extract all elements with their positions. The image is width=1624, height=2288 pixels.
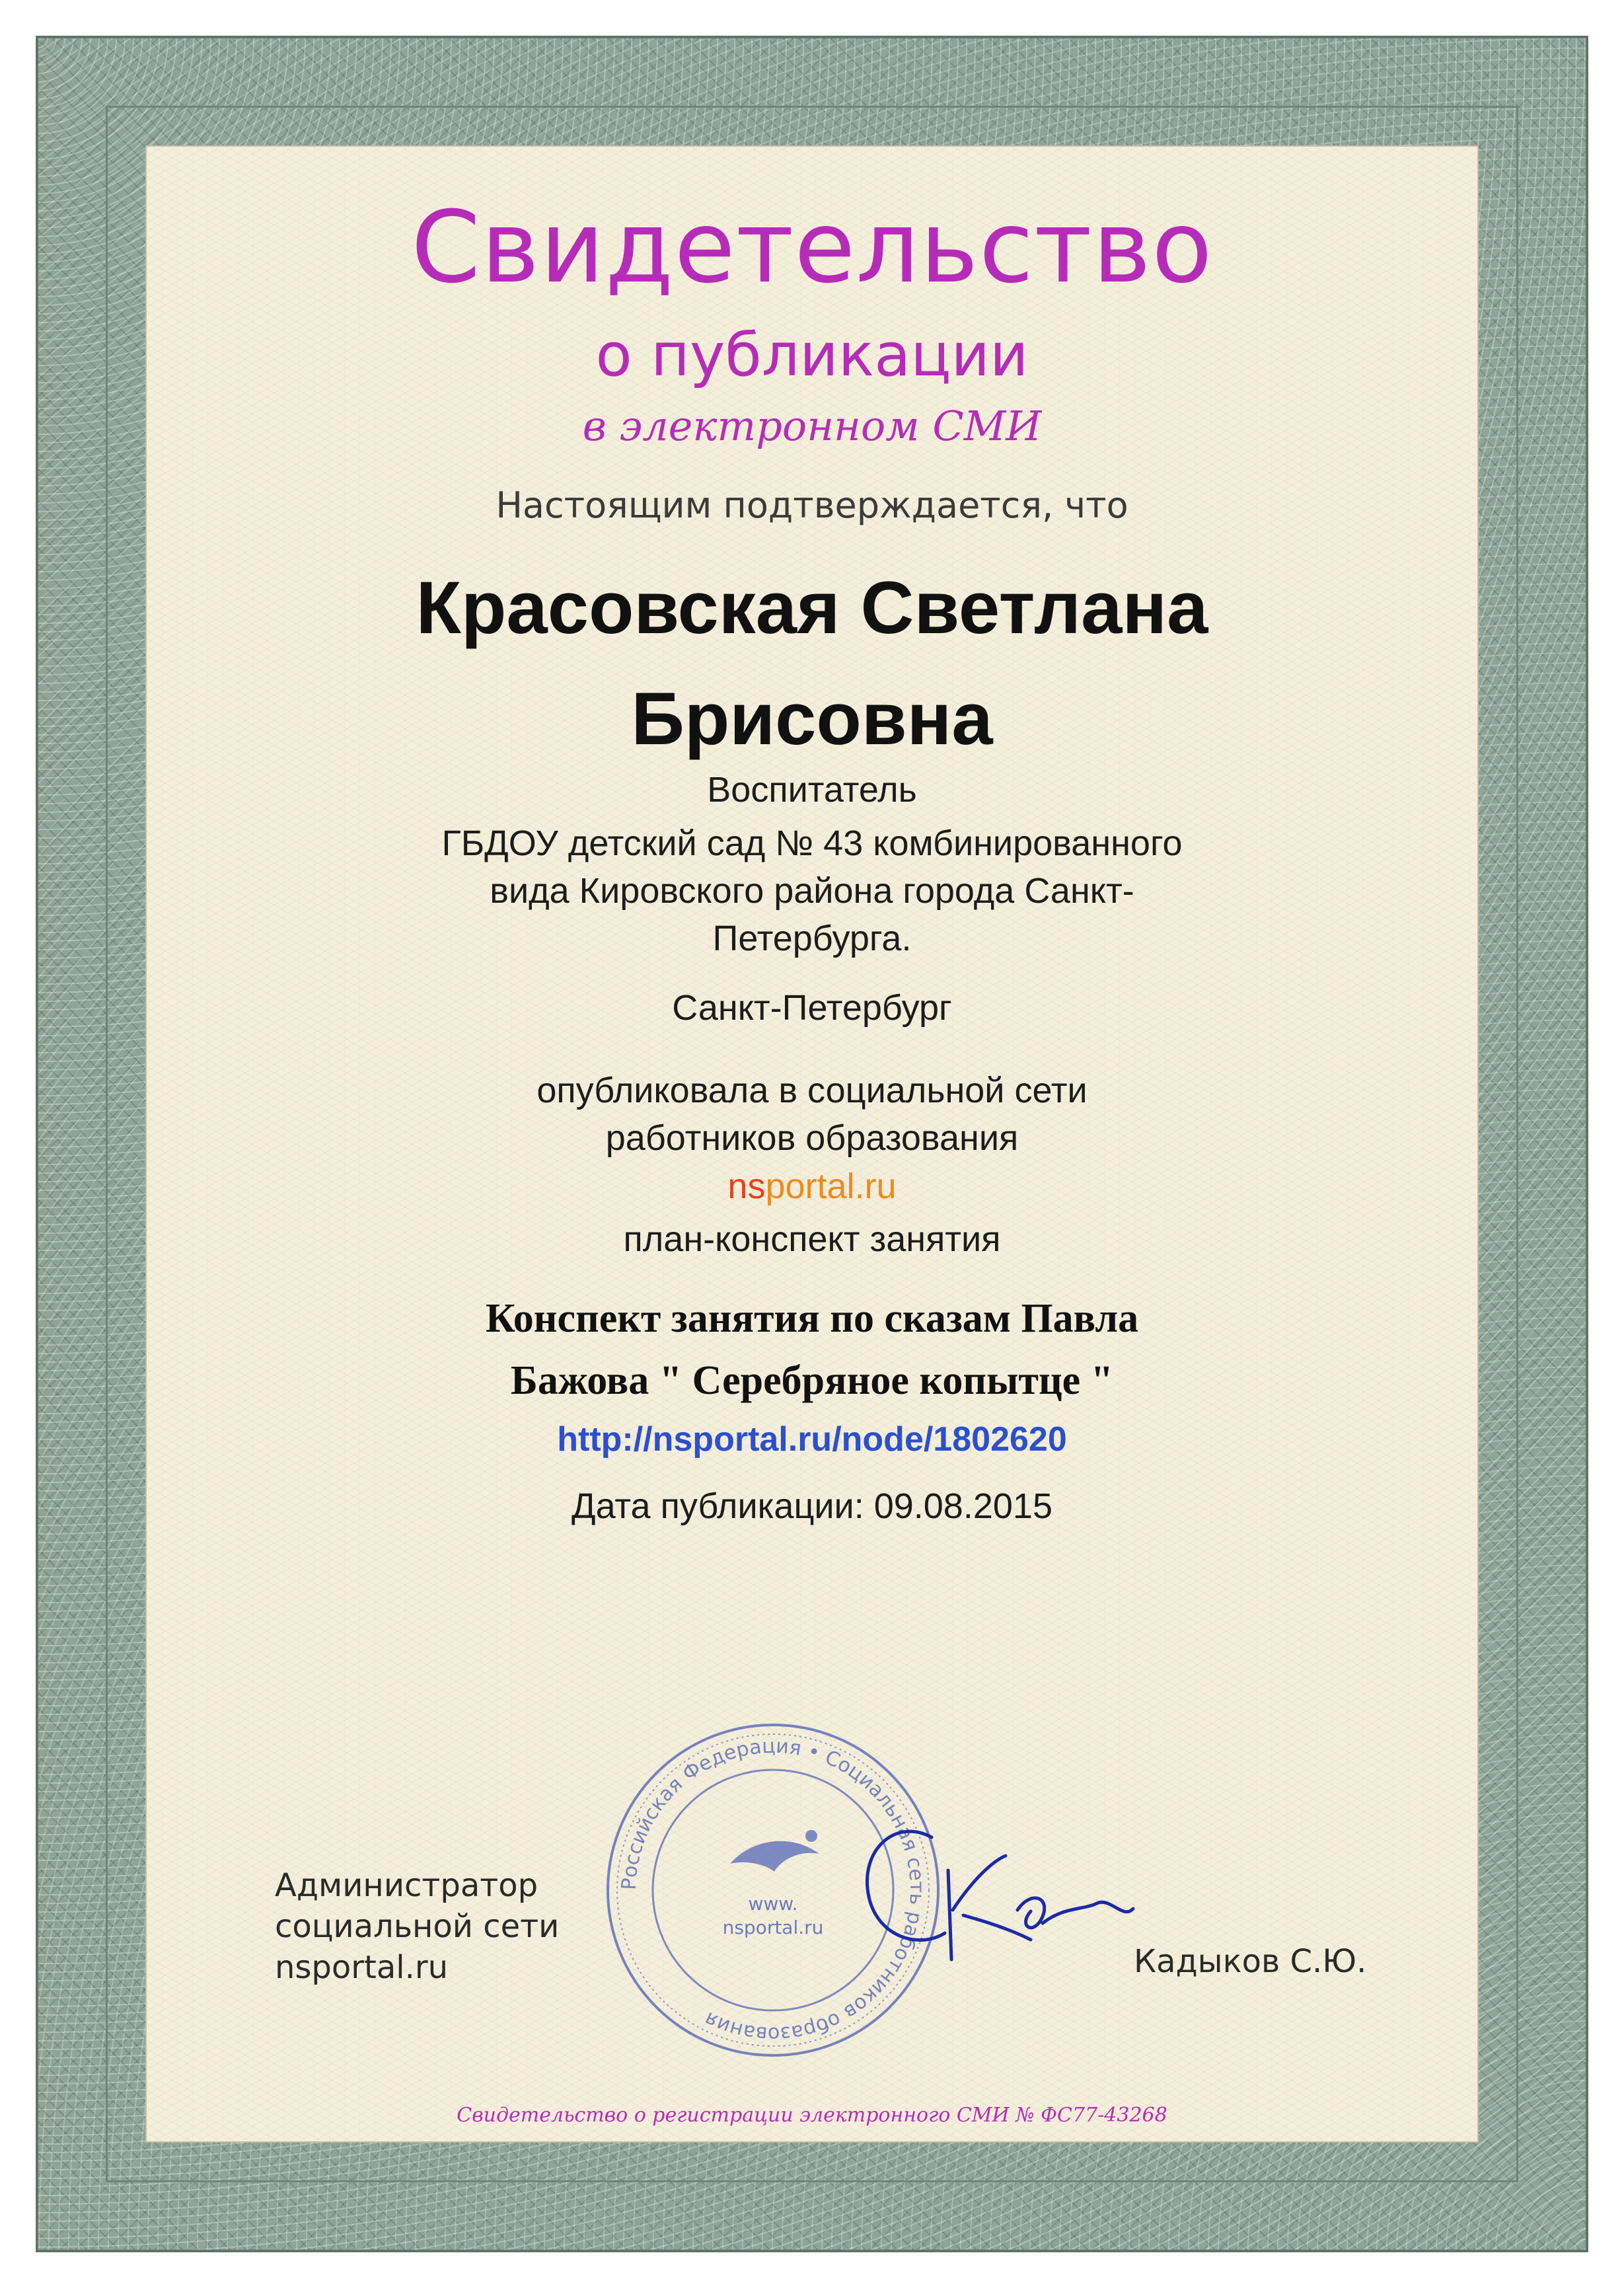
organization-line1: ГБДОУ детский сад № 43 комбинированного [441,823,1183,863]
stamp-star-icon [805,1830,817,1842]
recipient-name-line1: Красовская Светлана [416,566,1208,649]
certificate-medium: в электронном СМИ [582,402,1042,450]
work-title-line1: Конспект занятия по сказам Павла [485,1296,1139,1341]
published-line2: работников образования [605,1118,1019,1158]
signature-stroke [867,1831,1133,1960]
published-line1: опубликовала в социальной сети [536,1071,1088,1110]
site-logo-text [0,1168,1624,1204]
recipient-name [0,553,1624,775]
recipient-organization [0,820,1624,962]
confirm-text: Настоящим подтверждается, что [496,484,1128,526]
recipient-city: Санкт-Петербург [672,988,952,1028]
admin-line1: Администратор [275,1867,538,1904]
recipient-position: Воспитатель [707,770,917,810]
admin-block [275,1865,559,1988]
organization-line2: вида Кировского района города Санкт- [490,871,1134,911]
certificate-title: Свидетельство [411,190,1213,305]
admin-line3: nsportal.ru [275,1949,448,1986]
recipient-name-line2: Брисовна [631,677,993,760]
stamp-book-icon [730,1841,819,1872]
work-link[interactable]: http://nsportal.ru/node/1802620 [557,1420,1067,1459]
certificate-subtitle: о публикации [595,321,1029,390]
work-title [0,1287,1624,1412]
stamp-inner-text-2: nsportal.ru [722,1917,824,1938]
organization-line3: Петербурга. [712,919,912,958]
site-logo-ns: ns [727,1166,766,1206]
stamp-outer-textpath: Российская Федерация • Социальная сеть работников образования [617,1734,929,2046]
publication-date: Дата публикации: 09.08.2015 [572,1486,1052,1526]
work-type: план-конспект занятия [623,1219,1001,1259]
signer-name: Кадыков С.Ю. [1134,1943,1367,1980]
admin-line2: социальной сети [275,1908,560,1945]
stamp-inner-text-1: www. [748,1893,798,1915]
registration-footer: Свидетельство о регистрации электронного СМИ № ФС77-43268 [457,2104,1167,2127]
site-logo-portal: portal.ru [765,1166,897,1206]
signature-mark [832,1798,1136,1996]
published-statement [0,1067,1624,1162]
work-title-line2: Бажова " Серебряное копытце " [510,1358,1114,1403]
